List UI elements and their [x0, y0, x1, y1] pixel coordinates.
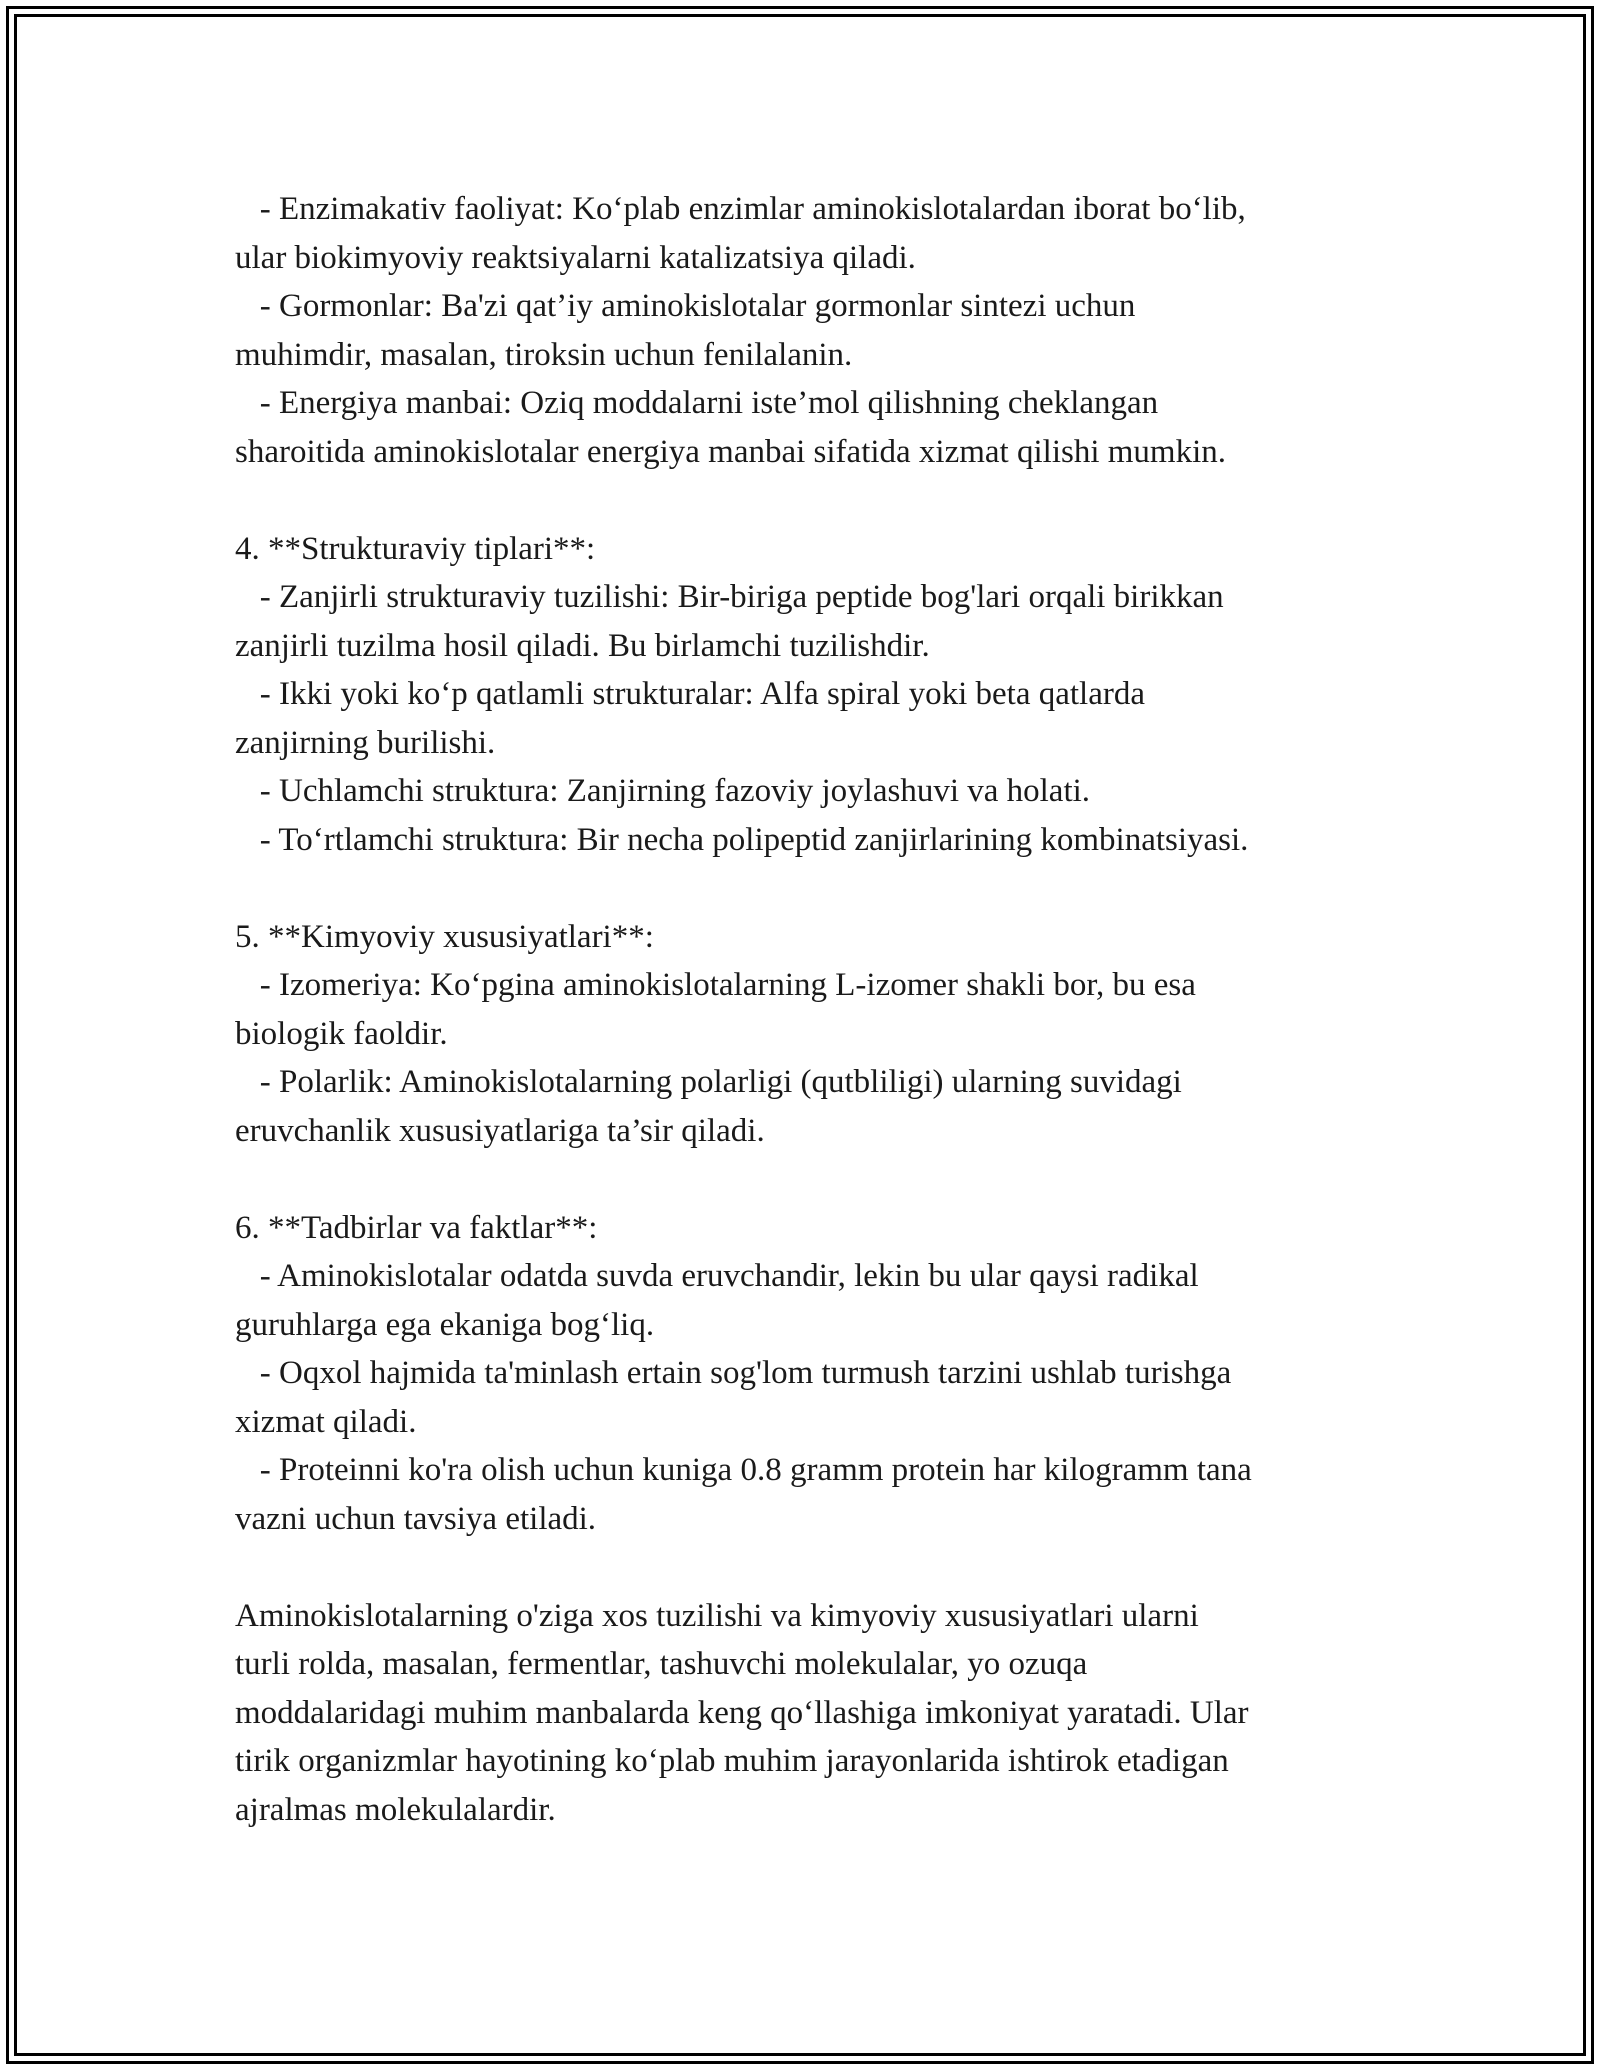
- text-line: vazni uchun tavsiya etiladi.: [235, 1500, 597, 1537]
- conclusion-line: ajralmas molekulalardir.: [235, 1791, 556, 1828]
- text-line: muhimdir, masalan, tiroksin uchun fenilalanin.: [235, 336, 853, 373]
- text-line: - Gormonlar: Ba'zi qat’iy aminokislotalar gormonlar sintezi uchun: [235, 288, 1136, 324]
- text-line: ular biokimyoviy reaktsiyalarni katalizatsiya qiladi.: [235, 239, 916, 276]
- text-line: - Aminokislotalar odatda suvda eruvchandir, lekin bu ular qaysi radikal: [235, 1258, 1199, 1294]
- text-line: - Izomeriya: Ko‘pgina aminokislotalarning L-izomer shakli bor, bu esa: [235, 967, 1196, 1003]
- text-line: xizmat qiladi.: [235, 1403, 417, 1440]
- text-line: - Enzimakativ faoliyat: Ko‘plab enzimlar aminokislotalardan iborat bo‘lib,: [235, 191, 1246, 227]
- section-heading-4: 4. **Strukturaviy tiplari**:: [235, 530, 596, 567]
- section-heading-6: 6. **Tadbirlar va faktlar**:: [235, 1209, 598, 1246]
- blank-line: [235, 476, 1415, 525]
- conclusion-line: moddalaridagi muhim manbalarda keng qo‘llashiga imkoniyat yaratadi. Ular: [235, 1694, 1249, 1731]
- conclusion-line: turli rolda, masalan, fermentlar, tashuvchi molekulalar, yo ozuqa: [235, 1646, 1088, 1682]
- conclusion-line: tirik organizmlar hayotining ko‘plab muhim jarayonlarida ishtirok etadigan: [235, 1743, 1229, 1779]
- text-line: - Energiya manbai: Oziq moddalarni iste’mol qilishning cheklangan: [235, 385, 1159, 421]
- blank-line: [235, 864, 1415, 913]
- text-line: sharoitida aminokislotalar energiya manbai sifatida xizmat qilishi mumkin.: [235, 433, 1226, 470]
- text-line: - Oqxol hajmida ta'minlash ertain sog'lom turmush tarzini ushlab turishga: [235, 1355, 1232, 1391]
- text-line: guruhlarga ega ekaniga bog‘liq.: [235, 1306, 655, 1343]
- text-line: - Zanjirli strukturaviy tuzilishi: Bir-biriga peptide bog'lari orqali birikkan: [235, 579, 1224, 615]
- blank-line: [235, 1543, 1415, 1592]
- text-line: - Ikki yoki ko‘p qatlamli strukturalar: Alfa spiral yoki beta qatlarda: [235, 676, 1145, 712]
- text-line: biologik faoldir.: [235, 1015, 448, 1052]
- text-line: - To‘rtlamchi struktura: Bir necha polipeptid zanjirlarining kombinatsiyasi.: [235, 821, 1249, 858]
- text-line: - Polarlik: Aminokislotalarning polarligi (qutbliligi) ularning suvidagi: [235, 1064, 1182, 1100]
- section-heading-5: 5. **Kimyoviy xususiyatlari**:: [235, 918, 654, 955]
- text-line: eruvchanlik xususiyatlariga ta’sir qiladi.: [235, 1112, 765, 1149]
- text-line: - Uchlamchi struktura: Zanjirning fazoviy joylashuvi va holati.: [235, 773, 1091, 809]
- conclusion-line: Aminokislotalarning o'ziga xos tuzilishi va kimyoviy xususiyatlari ularni: [235, 1597, 1199, 1634]
- blank-line: [235, 1155, 1415, 1204]
- text-line: - Proteinni ko'ra olish uchun kuniga 0.8 gramm protein har kilogramm tana: [235, 1452, 1252, 1488]
- document-body: [235, 185, 1415, 1834]
- text-line: zanjirli tuzilma hosil qiladi. Bu birlamchi tuzilishdir.: [235, 627, 930, 664]
- text-line: zanjirning burilishi.: [235, 724, 496, 761]
